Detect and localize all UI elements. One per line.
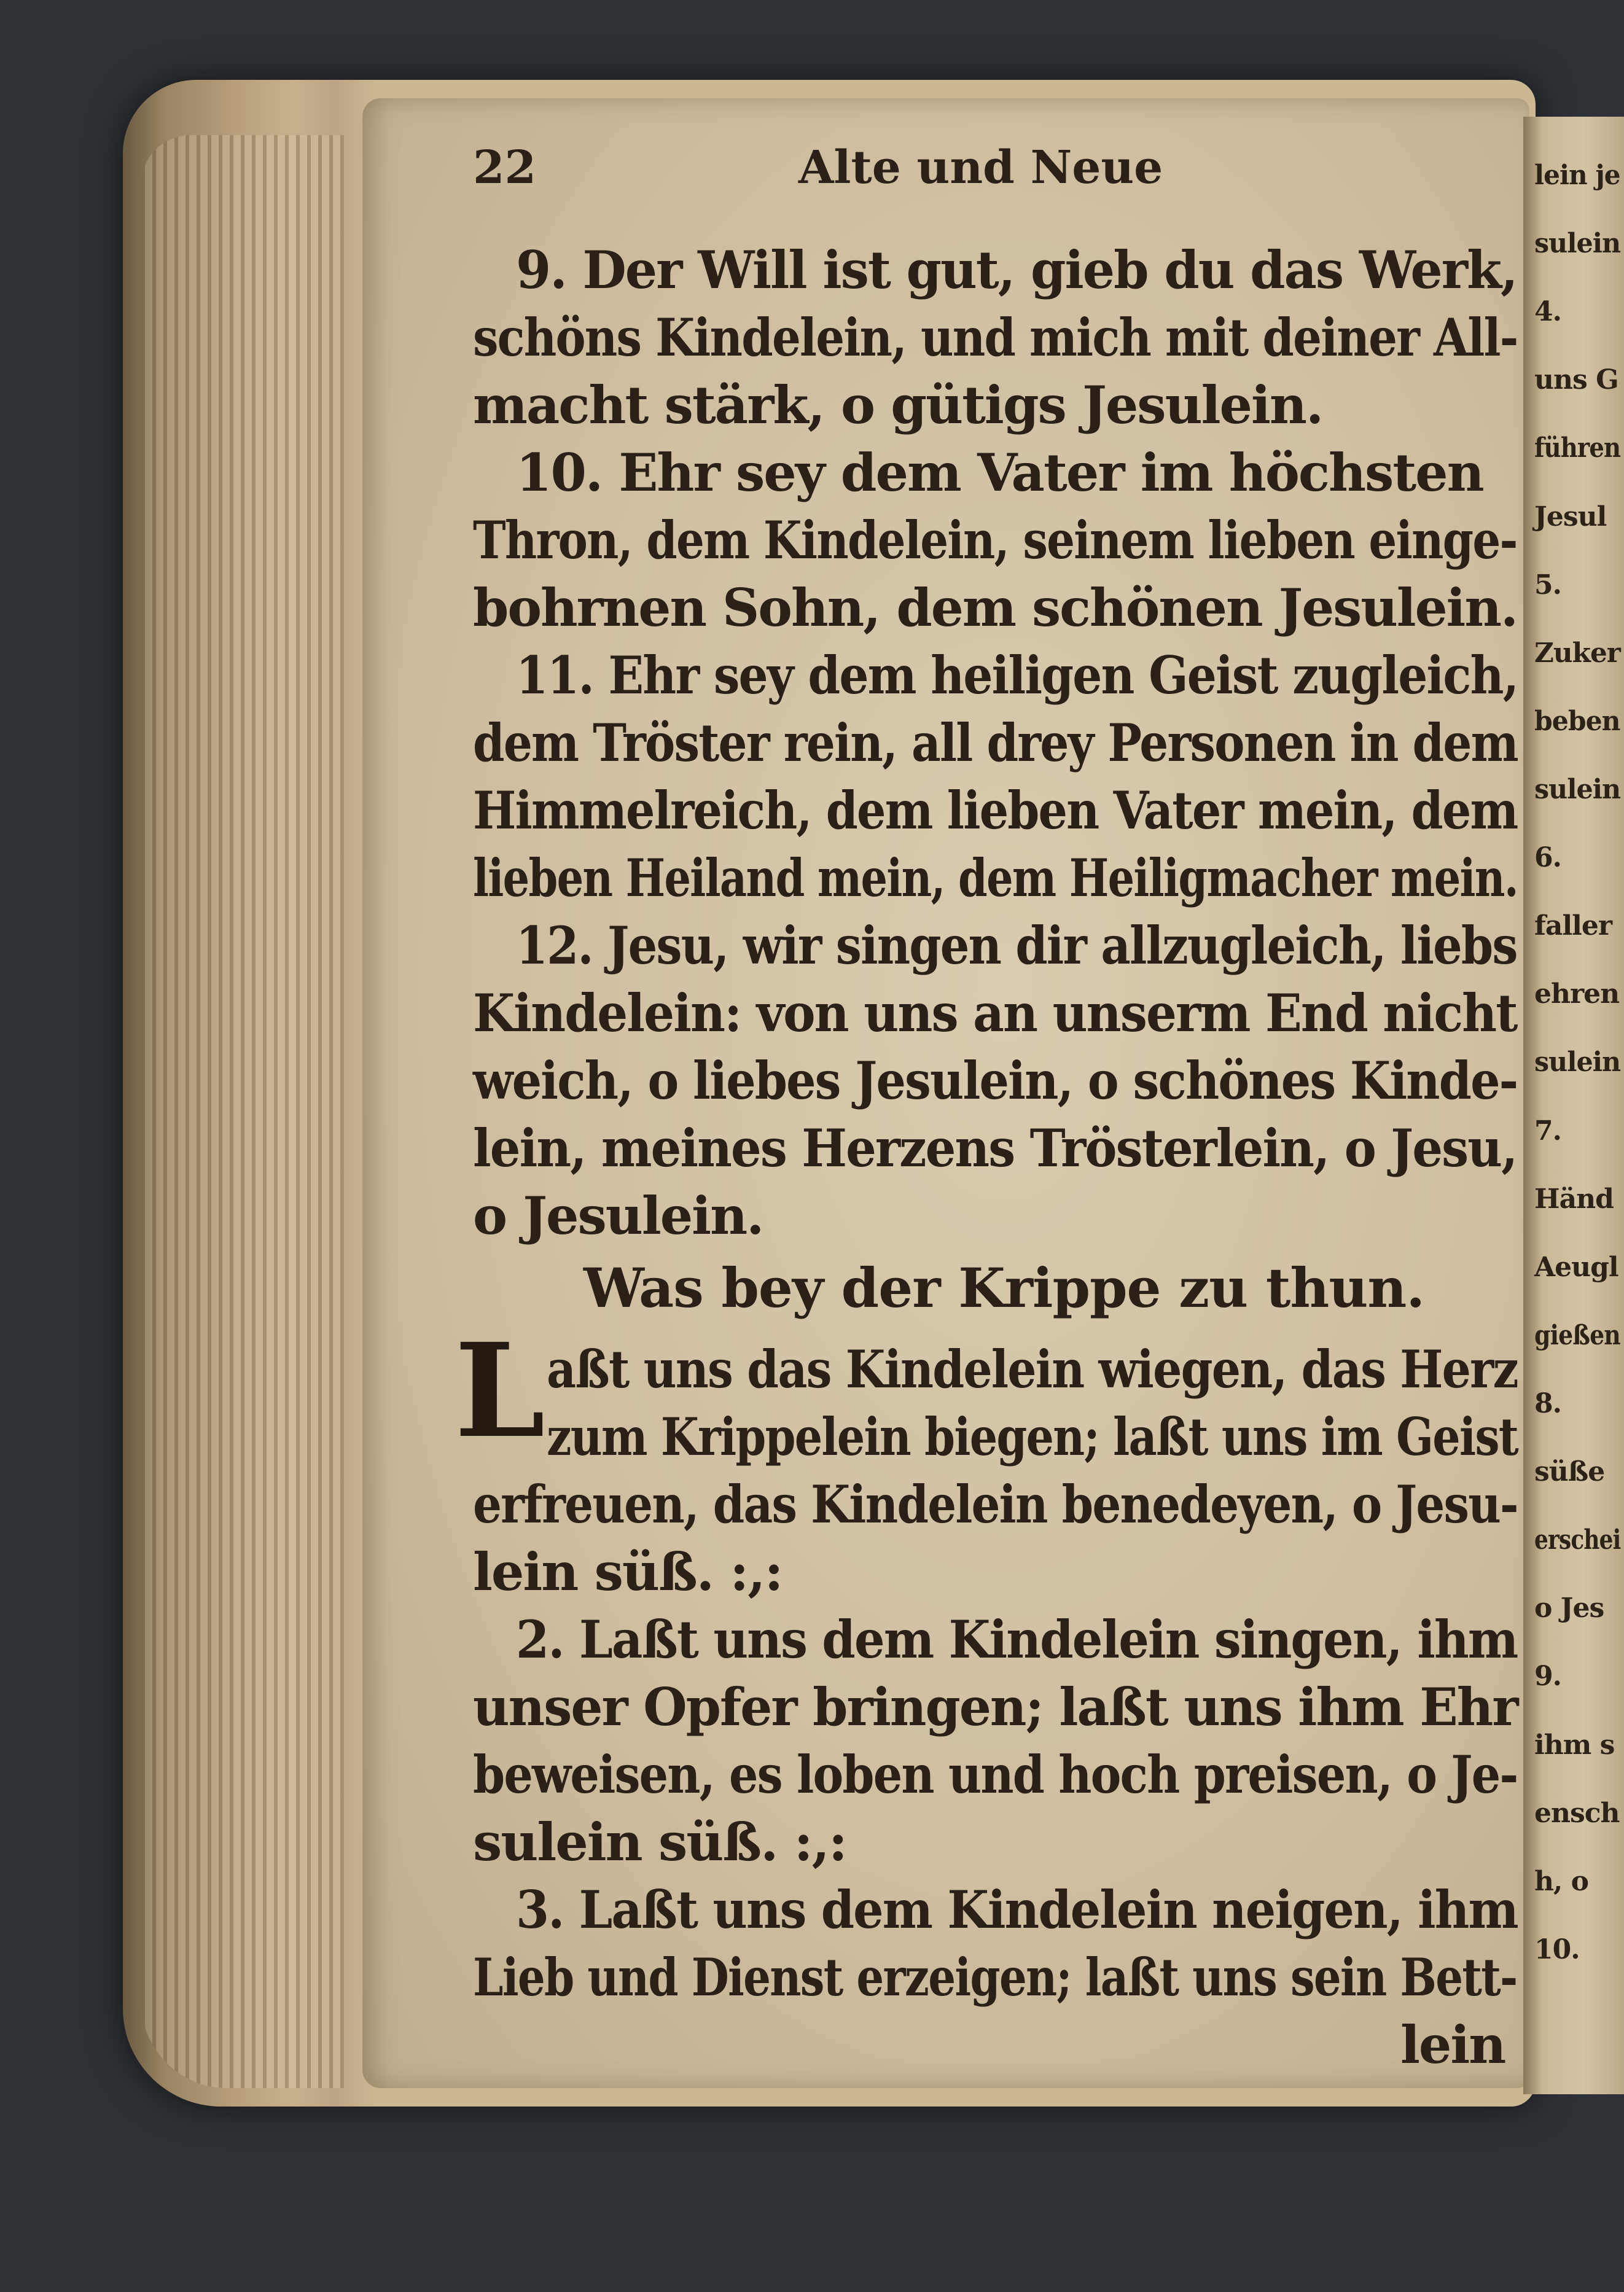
next-page-fragment: süße [1534, 1456, 1605, 1488]
verse-line: Thron, dem Kindelein, seinem lieben einge- [473, 510, 1517, 571]
verse-line: Himmelreich, dem lieben Vater mein, dem [473, 780, 1518, 841]
page-number: 22 [473, 141, 536, 194]
next-page-fragment: lein je [1534, 160, 1620, 191]
next-page-fragment: Aeugl [1534, 1251, 1618, 1283]
hymn-line: Lieb und Dienst erzeigen; laßt uns sein Bett- [473, 1947, 1517, 2008]
hymn-line: beweisen, es loben und hoch preisen, o Je- [473, 1744, 1518, 1805]
verse-line: lein, meines Herzens Trösterlein, o Jesu, [473, 1118, 1517, 1179]
drop-capital: L [455, 1315, 545, 1467]
verse-line: Kindelein: von uns an unserm End nicht [473, 983, 1517, 1043]
next-page-fragment: 8. [1534, 1388, 1561, 1419]
next-page-fragment: uns G [1534, 364, 1618, 396]
next-page-fragment: 4. [1534, 296, 1561, 328]
next-page-fragment: erschei [1534, 1524, 1621, 1556]
verse-line: dem Tröster rein, all drey Personen in dem [473, 712, 1518, 773]
next-page-fragment: sulein [1534, 228, 1621, 260]
next-page-fragment: führen [1534, 432, 1621, 464]
next-page-fragment: sulein [1534, 774, 1621, 805]
verse-line: 12. Jesu, wir singen dir allzugleich, liebs [516, 915, 1517, 976]
verse-line: lieben Heiland mein, dem Heiligmacher mein. [473, 848, 1518, 908]
hymn-line: sulein süß. :,: [473, 1812, 846, 1873]
verse-line: bohrnen Sohn, dem schönen Jesulein. [473, 577, 1518, 638]
catchword: lein [1400, 2014, 1505, 2075]
hymn-line: lein süß. :,: [473, 1542, 783, 1602]
hymn-line: erfreuen, das Kindelein benedeyen, o Jesu- [473, 1474, 1518, 1535]
next-page-fragment: h, o [1534, 1865, 1588, 1897]
verse-line: 11. Ehr sey dem heiligen Geist zugleich, [516, 645, 1518, 706]
verse-line: 10. Ehr sey dem Vater im höchsten [516, 442, 1483, 503]
hymn-line: zum Krippelein biegen; laßt uns im Geist [547, 1406, 1518, 1467]
next-page-fragment: gießen [1534, 1319, 1620, 1351]
next-page-fragment: 9. [1534, 1661, 1561, 1693]
section-title: Was bey der Krippe zu thun. [584, 1256, 1424, 1320]
next-page-fragment: Händ [1534, 1183, 1614, 1215]
next-page-fragment: ihm s [1534, 1729, 1615, 1761]
next-page-fragment: sulein [1534, 1047, 1621, 1078]
hymn-line: 2. Laßt uns dem Kindelein singen, ihm [516, 1609, 1518, 1670]
running-title: Alte und Neue [798, 141, 1163, 194]
hymn-line: aßt uns das Kindelein wiegen, das Herz [547, 1339, 1518, 1400]
next-page-fragment: 10. [1534, 1933, 1580, 1965]
verse-line: macht stärk, o gütigs Jesulein. [473, 375, 1323, 435]
verse-line: 9. Der Will ist gut, gieb du das Werk, [516, 240, 1517, 300]
page-edges [141, 135, 344, 2088]
next-page-fragment: 6. [1534, 842, 1561, 874]
next-page-fragment: faller [1534, 910, 1612, 942]
next-page-fragment: ensch [1534, 1797, 1620, 1829]
next-page-fragment: ehren [1534, 978, 1620, 1010]
next-page-strip [1523, 117, 1624, 2094]
verse-line: o Jesulein. [473, 1185, 763, 1246]
hymn-line: unser Opfer bringen; laßt uns ihm Ehr [473, 1677, 1518, 1737]
next-page-fragment: 7. [1534, 1115, 1561, 1147]
next-page-fragment: beben [1534, 705, 1620, 737]
hymn-text [455, 141, 1518, 2075]
next-page-fragment: Jesul [1534, 501, 1607, 532]
next-page-fragment: 5. [1534, 569, 1561, 601]
verse-line: weich, o liebes Jesulein, o schönes Kinde- [473, 1050, 1518, 1111]
hymn-line: 3. Laßt uns dem Kindelein neigen, ihm [516, 1879, 1518, 1940]
next-page-fragment: o Jes [1534, 1592, 1604, 1624]
next-page-fragment: Zuker [1534, 637, 1620, 669]
verse-line: schöns Kindelein, und mich mit deiner All- [473, 307, 1518, 368]
